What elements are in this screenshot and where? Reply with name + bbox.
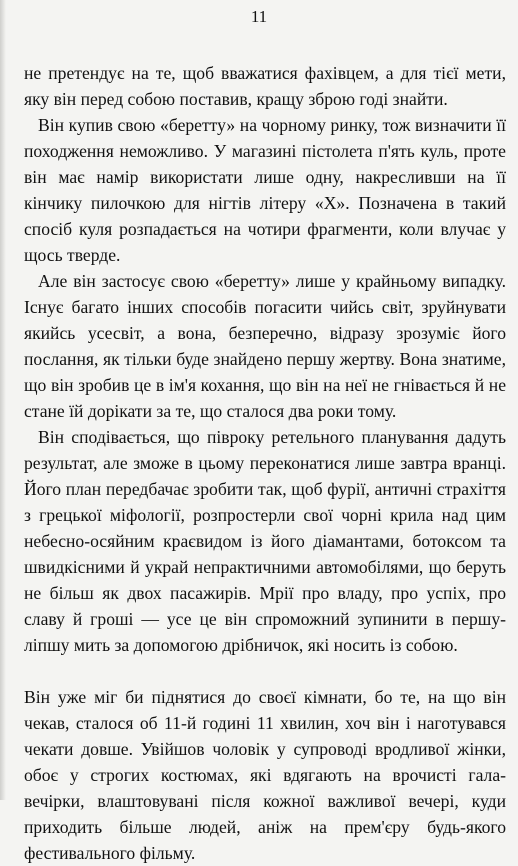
- paragraph-4: Він сподівається, що півроку ретельного планування дадуть результат, але зможе в цьому переконатися лише завтра вранці. Його план передбачає зробити так, щоб фурії, античні страхіття з грецької міфології, розпростерли свої чорні крила над цим небесно-осяйним краєвидом із його діамантами, ботоксом та швидкісними й украй непрактичними автомобілями, що беруть не більш як двох пасажирів. Мрії про владу, про успіх, про славу й гроші — усе це він спроможний зупинити в першу-ліпшу мить за допомогою дрібничок, які носить із собою.: [24, 427, 506, 655]
- paragraph-1: не претендує на те, щоб вважатися фахівцем, а для тієї мети, яку він перед собою поставив, кращу зброю годі знайти.: [24, 63, 506, 109]
- paragraph-3: Але він застосує свою «беретту» лише у крайньому випадку. Існує багато інших способів погасити чийсь світ, зруйнувати якийсь усесвіт, а вона, безперечно, відразу зрозуміє його послання, як тільки буде знайдено першу жертву. Вона знатиме, що він зробив це в ім'я кохання, що він на неї не гнівається й не стане їй дорікати за те, що сталося два роки тому.: [24, 271, 506, 421]
- page-number: 11: [250, 7, 268, 26]
- paragraph-5: Він уже міг би піднятися до своєї кімнати, бо те, на що він чекав, сталося об 11-й годині 11 хвилин, хоч він і наготувався чекати довше. Увійшов чоловік у супроводі вродливої жінки, обоє у строгих костюмах, які вдягають на врочисті гала-вечірки, влаштовувані після кожної важливої вечері, куди приходить більше людей, аніж на прем'єру будь-якого фестивального фільму.: [24, 687, 506, 863]
- section-break: [24, 658, 506, 684]
- page-binding-shadow: [0, 0, 6, 800]
- body-text: [24, 60, 506, 866]
- paragraph-2: Він купив свою «беретту» на чорному ринку, тож визначити її походження неможливо. У магазині пістолета п'ять куль, проте він має намір використати лише одну, накресливши на її кінчику пилочкою для нігтів літеру «Х». Позначена в такий спосіб куля розпадається на чотири фрагменти, коли влучає у щось тверде.: [24, 115, 506, 265]
